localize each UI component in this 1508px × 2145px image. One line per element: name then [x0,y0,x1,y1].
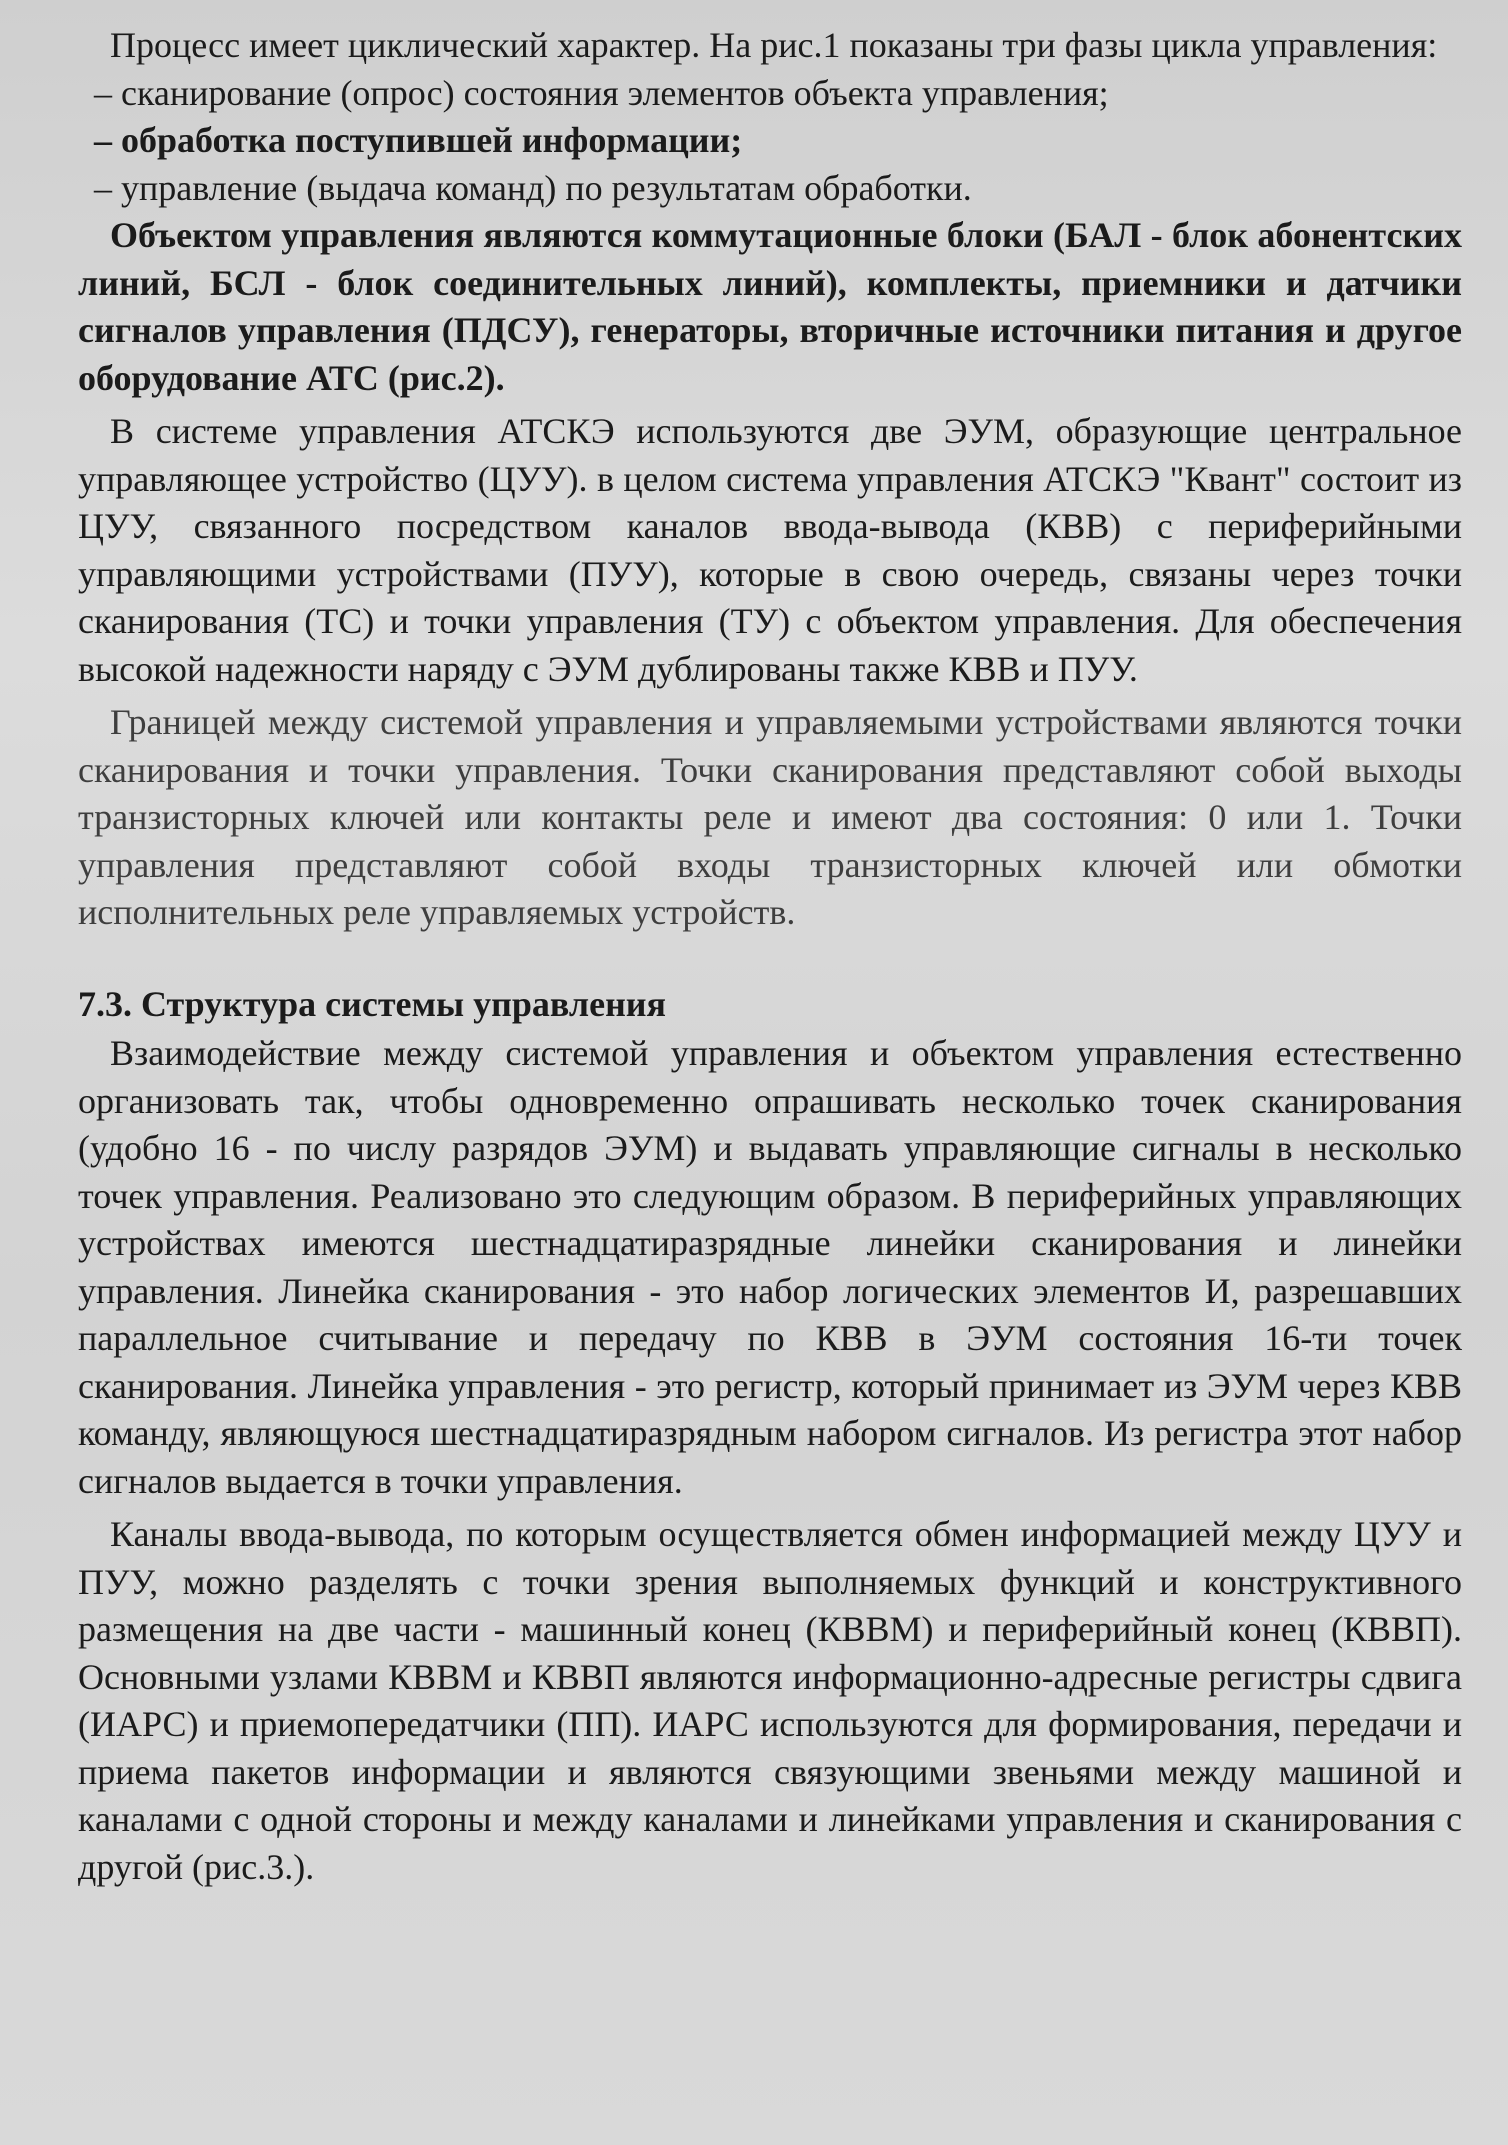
section-heading: 7.3. Структура системы управления [78,983,667,1024]
paragraph-boundary: Границей между системой управления и управляемыми устройствами являются точки сканирования и точки управления. Точки сканирования представляют собой выходы транзисторных ключей или контакты реле и имеют два состояния: 0 или 1. Точки управления представляют собой входы транзисторных ключей или обмотки исполнительных реле управляемых устройств. [78,702,1462,932]
paragraph-interaction: Взаимодействие между системой управления и объектом управления естественно организовать так, чтобы одновременно опрашивать несколько точек сканирования (удобно 16 - по числу разрядов ЭУМ) и выдавать управляющие сигналы в несколько точек управления. Реализовано это следующим образом. В периферийных управляющих устройствах имеются шестнадцатиразрядные линейки сканирования и линейки управления. Линейка сканирования - это набор логических элементов И, разрешавших параллельное считывание и передачу по КВВ в ЭУМ состояния 16-ти точек сканирования. Линейка управления - это регистр, который принимает из ЭУМ через КВВ команду, являющуюся шестнадцатиразрядным набором сигналов. Из регистра этот набор сигналов выдается в точки управления. [78,1033,1462,1501]
phase-item-control: – управление (выдача команд) по результатам обработки. [94,167,972,208]
intro-paragraph: Процесс имеет циклический характер. На рис.1 показаны три фазы цикла управления: [110,25,1438,65]
phase-item-process: – обработка поступившей информации; [94,120,743,160]
paragraph-control-system: В системе управления АТСКЭ используются две ЭУМ, образующие центральное управляющее устройство (ЦУУ). в целом система управления АТСКЭ "Квант" состоит из ЦУУ, связанного посредством каналов ввода-вывода (КВВ) с периферийными управляющими устройствами (ПУУ), которые в свою очередь, связаны через точки сканирования (ТС) и точки управления (ТУ) с объектом управления. Для обеспечения высокой надежности наряду с ЭУМ дублированы также КВВ и ПУУ. [78,411,1462,689]
paragraph-control-object: Объектом управления являются коммутационные блоки (БАЛ - блок абонентских линий, БСЛ - блок соединительных линий), комплекты, приемники и датчики сигналов управления (ПДСУ), генераторы, вторичные источники питания и другое оборудование АТС (рис.2). [78,215,1462,398]
paragraph-io-channels: Каналы ввода-вывода, по которым осуществляется обмен информацией между ЦУУ и ПУУ, можно разделять с точки зрения выполняемых функций и конструктивного размещения на две части - машинный конец (КВВМ) и периферийный конец (КВВП). Основными узлами КВВМ и КВВП являются информационно-адресные регистры сдвига (ИАРС) и приемопередатчики (ПП). ИАРС используются для формирования, передачи и приема пакетов информации и являются связующими звеньями между машиной и каналами с одной стороны и между каналами и линейками управления и сканирования с другой (рис.3.). [78,1514,1462,1887]
phase-item-scan: – сканирование (опрос) состояния элементов объекта управления; [94,72,1109,113]
